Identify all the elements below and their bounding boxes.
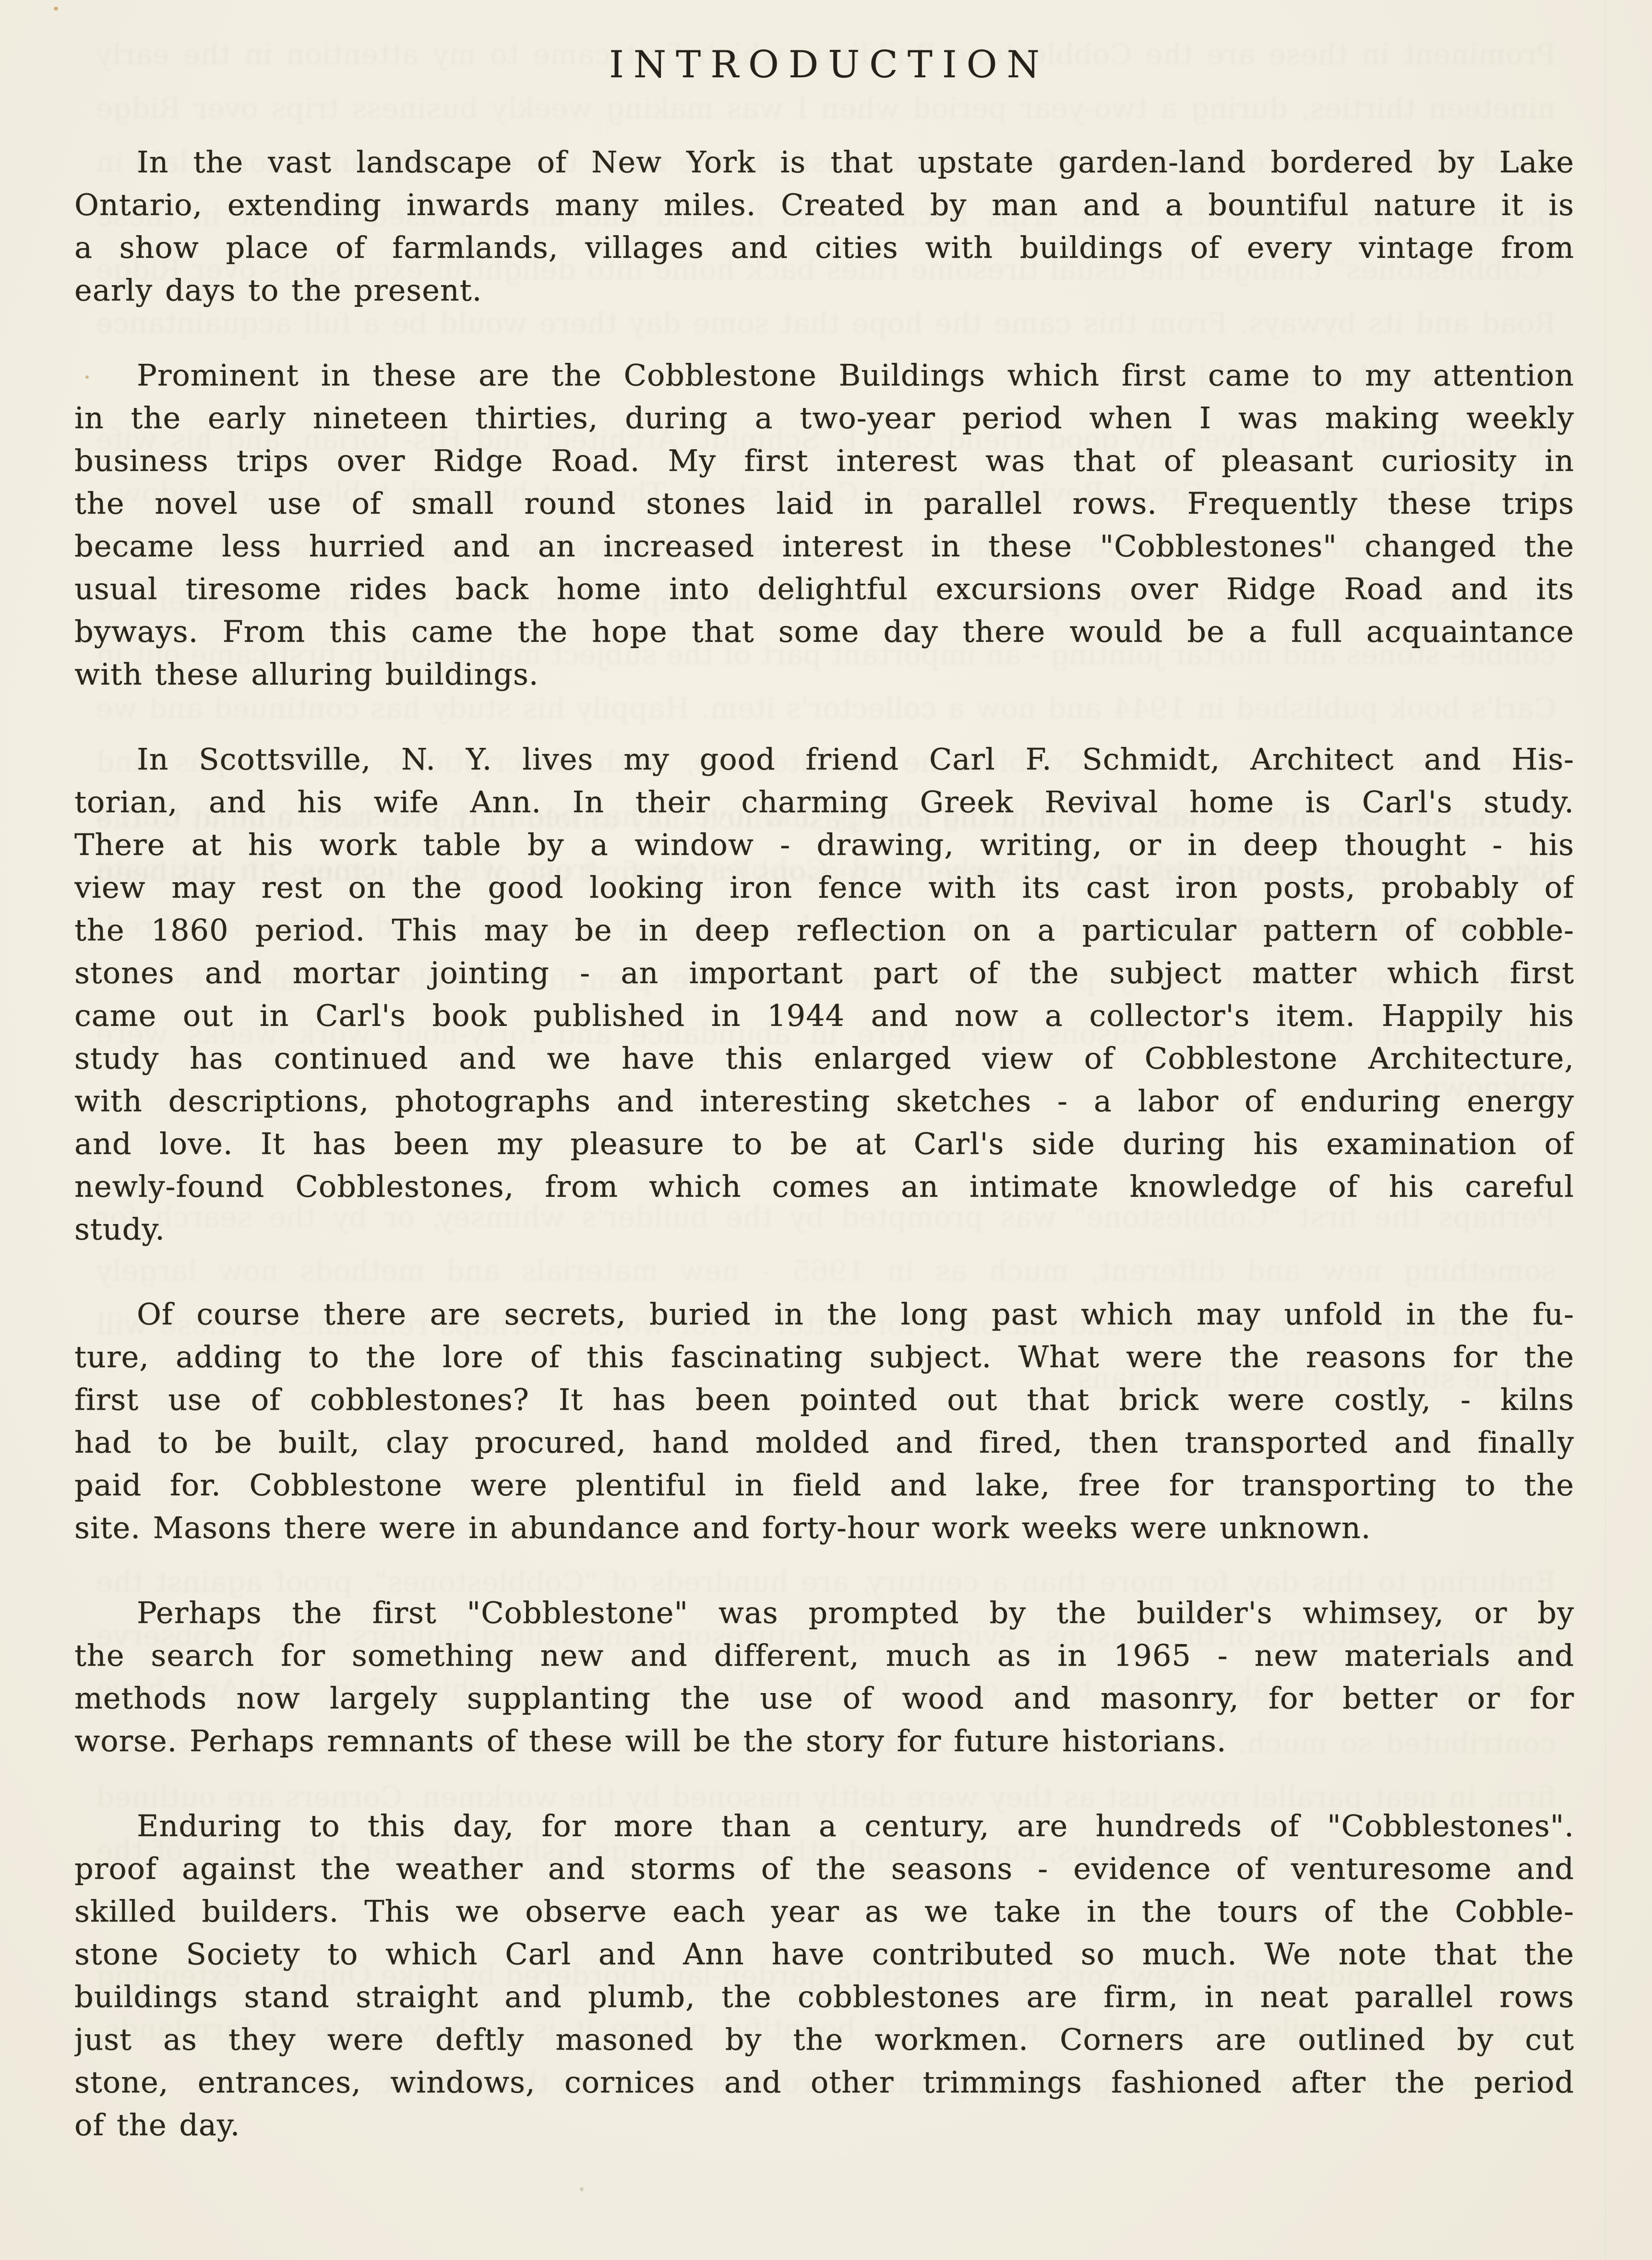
text-line: skilled builders. This we observe each year as we take in the tours of the Cobble- (74, 1894, 1574, 1929)
paragraph (74, 354, 1574, 696)
text-line: and love. It has been my pleasure to be at Carl's side during his examination of (74, 1126, 1574, 1161)
text-line: became less hurried and an increased interest in these "Cobblestones" changed the (74, 529, 1574, 564)
text-line: just as they were deftly masoned by the workmen. Corners are outlined by cut (74, 2022, 1574, 2057)
text-line: usual tiresome rides back home into delightful excursions over Ridge Road and its (74, 571, 1574, 606)
text-line: study. (74, 1212, 165, 1247)
paragraph (74, 141, 1574, 312)
text-line: Ontario, extending inwards many miles. Created by man and a bountiful nature it is (74, 187, 1574, 222)
paper-speck (580, 2187, 584, 2191)
text-line: byways. From this came the hope that some day there would be a full acquaintance (74, 614, 1574, 649)
text-line: site. Masons there were in abundance and forty-hour work weeks were unknown. (74, 1510, 1371, 1545)
text-line: of the day. (74, 2107, 240, 2142)
text-line: study has continued and we have this enlarged view of Cobblestone Architecture, (74, 1041, 1574, 1076)
text-line: the 1860 period. This may be in deep reflection on a particular pattern of cobble- (74, 913, 1574, 948)
page-title: INTRODUCTION (609, 43, 1049, 86)
text-line: newly-found Cobblestones, from which comes an intimate knowledge of his careful (74, 1169, 1574, 1204)
text-line: in the early nineteen thirties, during a two-year period when I was making weekly (74, 400, 1574, 435)
text-line: worse. Perhaps remnants of these will be the story for future historians. (74, 1723, 1227, 1758)
text-line: In the vast landscape of New York is that upstate garden-land bordered by Lake (137, 144, 1574, 180)
text-line: ture, adding to the lore of this fascinating subject. What were the reasons for the (74, 1339, 1574, 1374)
text-line: Of course there are secrets, buried in the long past which may unfold in the fu- (137, 1297, 1574, 1332)
text-line: came out in Carl's book published in 1944 and now a collector's item. Happily his (74, 998, 1574, 1033)
paragraph (74, 1591, 1574, 1762)
paragraph (74, 1804, 1574, 2146)
text-line: There at his work table by a window - drawing, writing, or in deep thought - his (74, 827, 1574, 862)
text-line: early days to the present. (74, 273, 482, 308)
text-line: methods now largely supplanting the use of wood and masonry, for better or for (74, 1681, 1574, 1716)
text-line: paid for. Cobblestone were plentiful in field and lake, free for transporting to the (74, 1467, 1574, 1503)
text-line: proof against the weather and storms of the seasons - evidence of venturesome and (74, 1851, 1574, 1886)
text-line: with these alluring buildings. (74, 657, 539, 692)
text-line: Perhaps the first "Cobblestone" was prompted by the builder's whimsey, or by (137, 1595, 1574, 1630)
text-line: a show place of farmlands, villages and cities with buildings of every vintage from (74, 230, 1574, 265)
text-line: business trips over Ridge Road. My first interest was that of pleasant curiosity in (74, 443, 1574, 478)
text-line: Prominent in these are the Cobblestone Buildings which first came to my attention (137, 358, 1574, 393)
text-line: had to be built, clay procured, hand molded and fired, then transported and finally (74, 1425, 1574, 1460)
text-line: the novel use of small round stones laid in parallel rows. Frequently these trips (74, 486, 1574, 521)
text-line: stone Society to which Carl and Ann have contributed so much. We note that the (74, 1936, 1574, 1971)
paragraph (74, 1293, 1574, 1549)
paragraph (74, 738, 1574, 1250)
text-line: first use of cobblestones? It has been pointed out that brick were costly, - kilns (74, 1382, 1574, 1417)
text-line: stones and mortar jointing - an important part of the subject matter which first (74, 955, 1574, 990)
text-line: buildings stand straight and plumb, the cobblestones are firm, in neat parallel rows (74, 1979, 1574, 2014)
text-line: torian, and his wife Ann. In their charming Greek Revival home is Carl's study. (74, 784, 1574, 819)
text-line: In Scottsville, N. Y. lives my good friend Carl F. Schmidt, Architect and His- (137, 742, 1574, 777)
text-line: the search for something new and different, much as in 1965 - new materials and (74, 1638, 1574, 1673)
text-line: view may rest on the good looking iron fence with its cast iron posts, probably of (74, 870, 1574, 905)
text-line: Enduring to this day, for more than a century, are hundreds of "Cobblestones". (137, 1808, 1574, 1843)
text-line: stone, entrances, windows, cornices and other trimmings fashioned after the period (74, 2065, 1574, 2100)
introduction-text (74, 141, 1574, 2146)
text-line: with descriptions, photographs and interesting sketches - a labor of enduring energy (74, 1083, 1574, 1118)
